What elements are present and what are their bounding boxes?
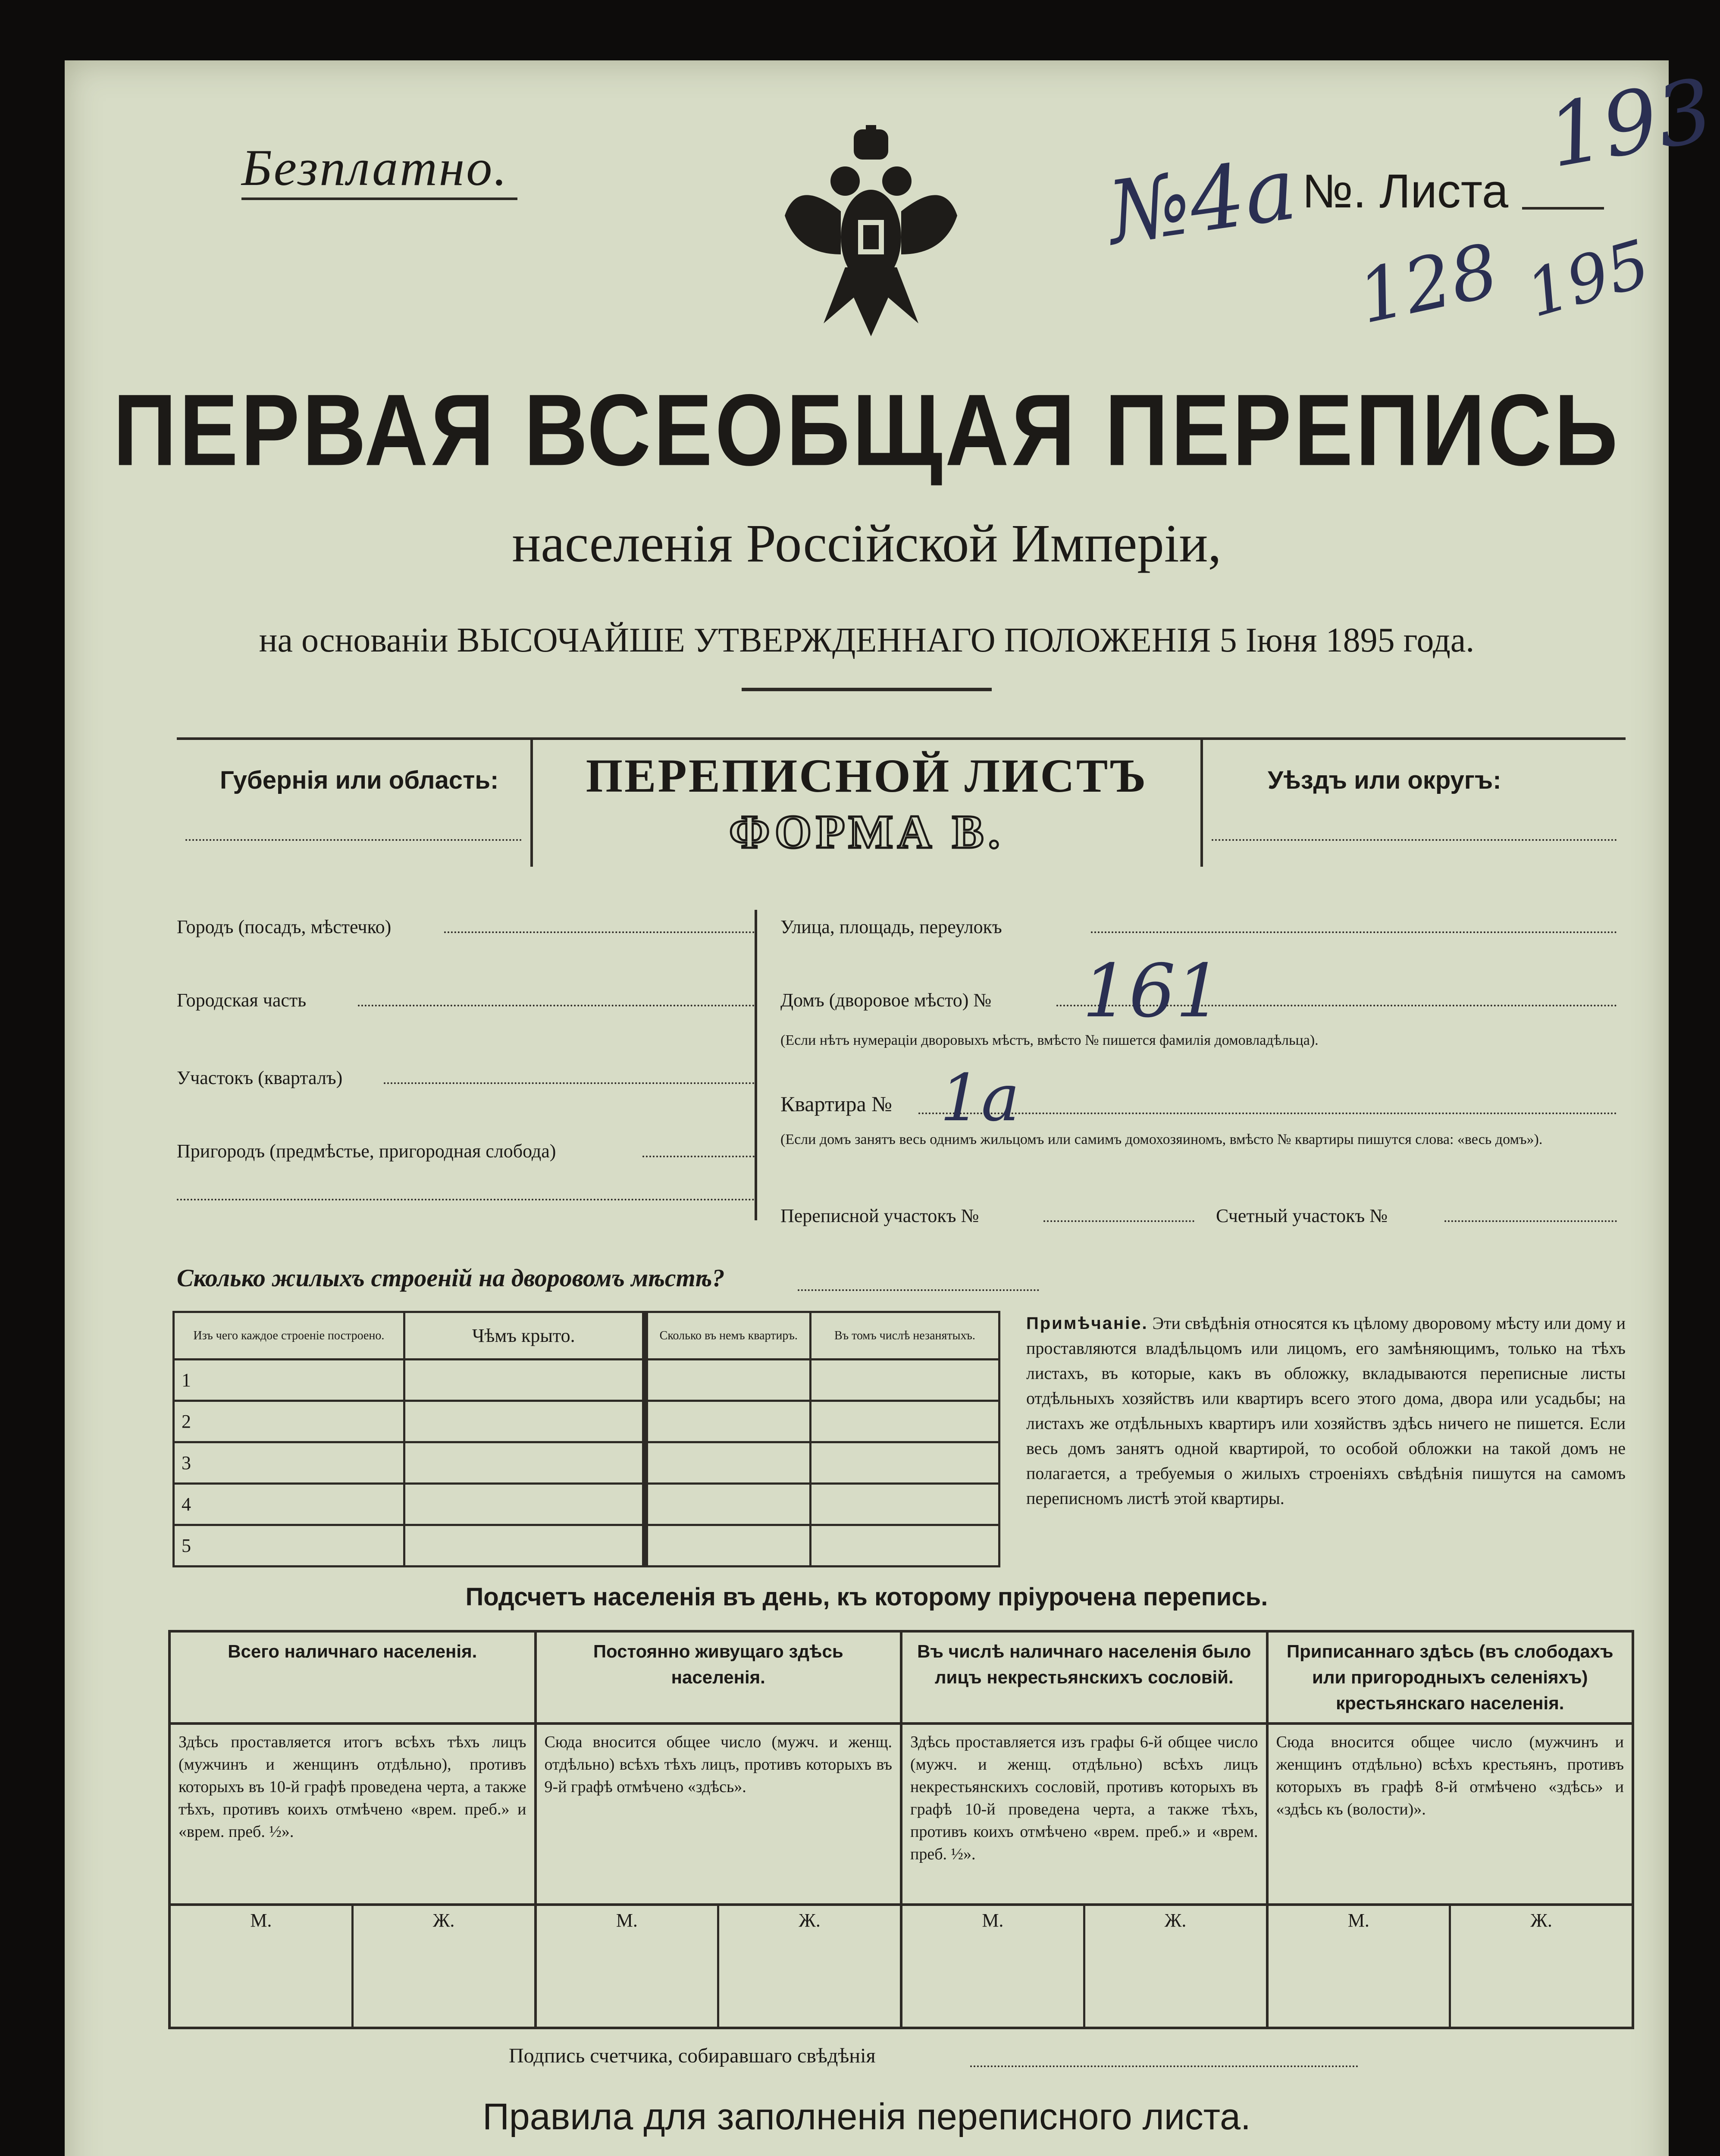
handwritten-mid2: 195 <box>1518 226 1658 332</box>
uezd-label: Уѣздъ или округъ: <box>1268 766 1501 794</box>
uezd-field[interactable] <box>1212 839 1617 841</box>
female-count-cell[interactable] <box>1451 1906 1632 2027</box>
note-heading: Примѣчаніе. <box>1026 1314 1148 1333</box>
uezd-box <box>1203 737 1626 869</box>
address-left <box>177 901 763 1229</box>
district-label: Городская часть <box>177 990 307 1011</box>
sheet-number-label: №. Листа <box>1302 165 1509 218</box>
handwritten-top-right: 193 <box>1540 60 1720 188</box>
structure-roof-cell[interactable] <box>404 1360 645 1401</box>
table-row <box>174 1525 999 1567</box>
street-field[interactable] <box>1091 931 1617 933</box>
female-count-cell[interactable] <box>354 1906 534 2027</box>
male-count-cell[interactable] <box>537 1906 720 2027</box>
census-form-sheet <box>65 60 1720 2156</box>
table-row <box>174 1484 999 1525</box>
address-right <box>780 901 1626 1255</box>
street-label: Улица, площадь, переулокъ <box>780 916 1002 937</box>
signature-field[interactable] <box>970 2065 1358 2067</box>
handwritten-sheet-number: №4а <box>1102 138 1302 264</box>
suburb-field-2[interactable] <box>177 1199 755 1200</box>
male-count-cell[interactable] <box>171 1906 354 2027</box>
female-label: Ж. <box>1530 1910 1552 1931</box>
male-label: М. <box>1347 1910 1369 1931</box>
suburb-label: Пригородъ (предмѣстье, пригородная слобода) <box>177 1141 556 1162</box>
table-row <box>174 1360 999 1401</box>
structure-vacant-cell[interactable] <box>810 1442 999 1484</box>
address-divider <box>755 910 757 1220</box>
apartment-field[interactable] <box>918 1112 1617 1114</box>
structure-apartments-cell[interactable] <box>645 1401 811 1442</box>
page-title: ПЕРВАЯ ВСЕОБЩАЯ ПЕРЕПИСЬ <box>113 373 1620 487</box>
structures-answer-field[interactable] <box>798 1289 1039 1291</box>
gubernia-field[interactable] <box>185 839 522 841</box>
pop-col-permanent-head: Постоянно живущаго здѣсь населенія. <box>536 1631 902 1724</box>
population-table <box>168 1630 1634 2029</box>
imperial-eagle-icon <box>780 125 962 341</box>
rules-title: Правила для заполненія переписного листа. <box>482 2096 1251 2137</box>
free-underline <box>241 197 517 200</box>
city-field[interactable] <box>444 931 755 933</box>
legal-basis: на основаніи ВЫСОЧАЙШЕ УТВЕРЖДЕННАГО ПОЛОЖЕНІЯ 5 Іюня 1895 года. <box>259 621 1475 659</box>
form-header <box>177 737 1626 867</box>
female-label: Ж. <box>1164 1910 1187 1931</box>
structure-row-number: 3 <box>174 1442 404 1484</box>
apartment-label: Квартира № <box>780 1092 892 1116</box>
male-count-cell[interactable] <box>902 1906 1085 2027</box>
census-area-label: Переписной участокъ № <box>780 1205 979 1226</box>
sheet-number-line <box>1522 207 1604 210</box>
structures-col-apartments: Сколько въ немъ квартиръ. <box>645 1312 811 1360</box>
pop-col-peasant-head: Приписаннаго здѣсь (въ слободахъ или пригородныхъ селеніяхъ) крестьянскаго населенія. <box>1267 1631 1633 1724</box>
female-label: Ж. <box>799 1910 821 1931</box>
house-label: Домъ (дворовое мѣсто) № <box>780 990 992 1011</box>
male-label: М. <box>982 1910 1004 1931</box>
pop-col-nonpeasant-head: Въ числѣ наличнаго населенія было лицъ некрестьянскихъ сословій. <box>901 1631 1267 1724</box>
male-label: М. <box>250 1910 272 1931</box>
structure-apartments-cell[interactable] <box>645 1484 811 1525</box>
structure-row-number: 1 <box>174 1360 404 1401</box>
male-count-cell[interactable] <box>1269 1906 1451 2027</box>
precinct-label: Участокъ (кварталъ) <box>177 1067 343 1088</box>
pop-col-peasant-body: Сюда вносится общее число (мужчинъ и женщинъ отдѣльно) всѣхъ крестьянъ, противъ которыхъ въ графѣ 8-й отмѣчено «здѣсь» и «здѣсь къ (волости)». <box>1267 1724 1633 1905</box>
house-number-handwritten: 161 <box>1082 949 1222 1034</box>
pop-peasant-cells <box>1267 1905 1633 2028</box>
form-title: ПЕРЕПИСНОЙ ЛИСТЪ <box>586 749 1148 802</box>
structures-question: Сколько жилыхъ строеній на дворовомъ мѣстѣ? <box>177 1264 725 1292</box>
handwritten-mid: 128 <box>1350 228 1506 341</box>
structure-roof-cell[interactable] <box>404 1442 645 1484</box>
structure-vacant-cell[interactable] <box>810 1401 999 1442</box>
female-count-cell[interactable] <box>719 1906 900 2027</box>
structures-table <box>172 1311 1000 1567</box>
structure-vacant-cell[interactable] <box>810 1360 999 1401</box>
gubernia-label: Губернія или область: <box>220 766 499 794</box>
signature-label: Подпись счетчика, собиравшаго свѣдѣнія <box>509 2044 876 2067</box>
precinct-field[interactable] <box>384 1082 755 1084</box>
structure-vacant-cell[interactable] <box>810 1484 999 1525</box>
structure-vacant-cell[interactable] <box>810 1525 999 1567</box>
structure-roof-cell[interactable] <box>404 1484 645 1525</box>
structure-row-number: 4 <box>174 1484 404 1525</box>
apartment-note: (Если домъ занятъ весь однимъ жильцомъ или самимъ домохозяиномъ, вмѣсто № квартиры пишутся слова: «весь домъ»). <box>780 1131 1543 1147</box>
structure-apartments-cell[interactable] <box>645 1442 811 1484</box>
table-row <box>174 1401 999 1442</box>
free-label: Безплатно. <box>241 139 509 196</box>
pop-col-total-body: Здѣсь проставляется итогъ всѣхъ тѣхъ лицъ (мужчинъ и женщинъ отдѣльно), противъ которыхъ въ 10-й графѣ проведена черта, а также тѣхъ, противъ коихъ отмѣчено «врем. преб.» и «врем. преб. ½». <box>169 1724 536 1905</box>
page-subtitle: населенія Россійской Имперіи, <box>512 514 1222 573</box>
structures-col-roof: Чѣмъ крыто. <box>404 1312 645 1360</box>
structure-roof-cell[interactable] <box>404 1525 645 1567</box>
pop-col-permanent-body: Сюда вносится общее число (мужч. и женщ. отдѣльно) всѣхъ тѣхъ лицъ, противъ которыхъ въ 9-й графѣ отмѣчено «здѣсь». <box>536 1724 902 1905</box>
suburb-field[interactable] <box>642 1156 755 1157</box>
table-row <box>174 1442 999 1484</box>
structure-roof-cell[interactable] <box>404 1401 645 1442</box>
pop-col-total-head: Всего наличнаго населенія. <box>169 1631 536 1724</box>
structure-apartments-cell[interactable] <box>645 1525 811 1567</box>
note-text: Эти свѣдѣнія относятся къ цѣлому дворовому мѣсту или дому и проставляются владѣльцомъ или лицомъ, его замѣняющимъ, только на тѣхъ листахъ, въ которые, какъ въ обложку, вкладываются переписные листы отдѣльныхъ хозяйствъ или квартиръ всего этого дома, двора или усадьбы; на листахъ же отдѣльныхъ квартиръ или хозяйствъ здѣсь ничего не пишется. Если весь домъ занятъ одной квартирой, то особой обложки на такой домъ не полагается, а требуемыя о жилыхъ строеніяхъ свѣдѣнія пишутся на самомъ переписномъ листѣ этой квартиры. <box>1026 1313 1626 1508</box>
pop-col-nonpeasant-body: Здѣсь проставляется изъ графы 6-й общее число (мужч. и женщ. отдѣльно) всѣхъ лицъ некрестьянскихъ сословій, противъ которыхъ въ графѣ 10-й проведена черта, а также тѣхъ, противъ коихъ отмѣчено «врем. преб.» и «врем. преб. ½». <box>901 1724 1267 1905</box>
census-area-field[interactable] <box>1043 1220 1194 1222</box>
male-label: М. <box>616 1910 638 1931</box>
structures-table-header <box>174 1312 999 1360</box>
apartment-number-handwritten: 1а <box>940 1061 1020 1136</box>
form-title-box <box>530 737 1203 867</box>
count-area-label: Счетный участокъ № <box>1216 1205 1388 1226</box>
district-field[interactable] <box>358 1005 755 1006</box>
city-label: Городъ (посадъ, мѣстечко) <box>177 916 392 937</box>
gubernia-box <box>177 737 530 869</box>
structures-col-material: Изъ чего каждое строеніе построено. <box>174 1312 404 1360</box>
population-title: Подсчетъ населенія въ день, къ которому пріурочена перепись. <box>465 1583 1268 1611</box>
structure-apartments-cell[interactable] <box>645 1360 811 1401</box>
count-area-field[interactable] <box>1444 1220 1617 1222</box>
female-label: Ж. <box>432 1910 455 1931</box>
pop-nonpeasant-cells <box>901 1905 1267 2028</box>
structure-row-number: 5 <box>174 1525 404 1567</box>
form-letter: ФОРМА В. <box>729 805 1005 858</box>
pop-total-cells <box>169 1905 536 2028</box>
female-count-cell[interactable] <box>1085 1906 1266 2027</box>
pop-permanent-cells <box>536 1905 902 2028</box>
structure-row-number: 2 <box>174 1401 404 1442</box>
title-rule <box>742 688 992 691</box>
structures-col-vacant: Въ томъ числѣ незанятыхъ. <box>810 1312 999 1360</box>
house-note: (Если нѣтъ нумераціи дворовыхъ мѣстъ, вмѣсто № пишется фамилія домовладѣльца). <box>780 1032 1319 1048</box>
structures-note <box>1026 1311 1626 1511</box>
